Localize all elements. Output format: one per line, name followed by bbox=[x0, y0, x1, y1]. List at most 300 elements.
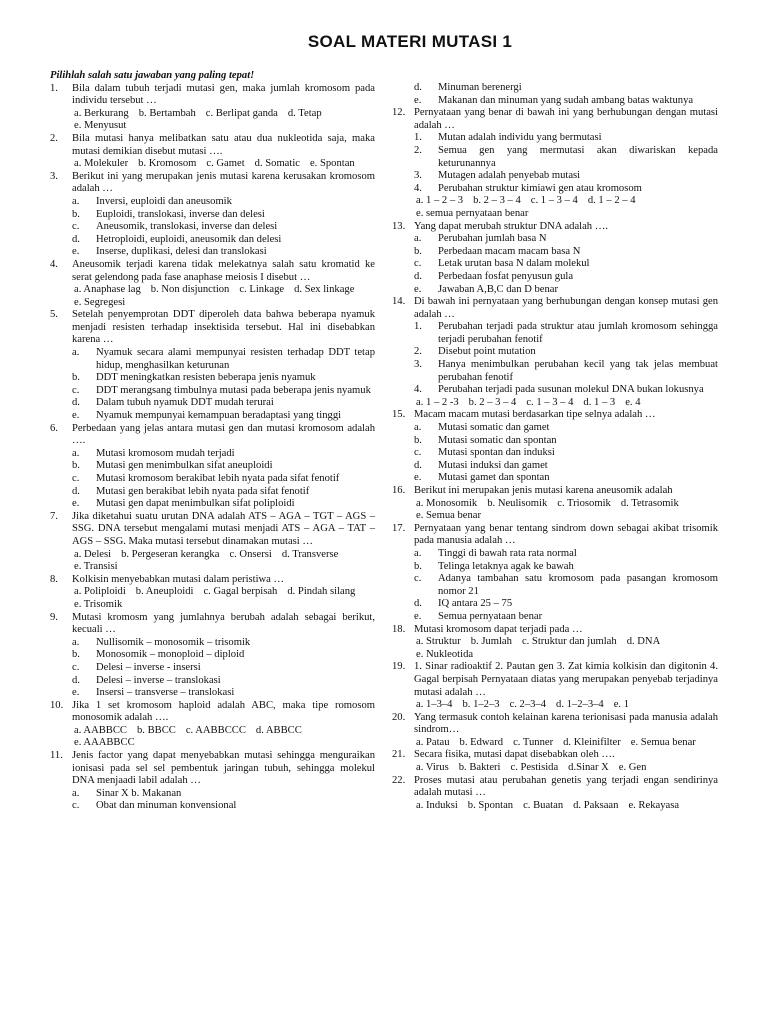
answer-option bbox=[72, 347, 375, 372]
question-body bbox=[72, 83, 375, 133]
inline-answer-options bbox=[72, 725, 375, 750]
question-item bbox=[50, 612, 375, 700]
question-item bbox=[392, 485, 718, 523]
inline-option: b. Pergeseran kerangka bbox=[121, 548, 220, 560]
option-text: Monosomik – monoploid – diploid bbox=[96, 649, 245, 661]
inline-option: b. Neulisomik bbox=[487, 497, 548, 509]
inline-option: d. Tetap bbox=[287, 107, 322, 119]
option-text: Semua gen yang mermutasi akan diwariskan kepada keturunannya bbox=[438, 144, 718, 169]
question-item bbox=[392, 221, 718, 297]
question-body bbox=[72, 511, 375, 574]
answer-option bbox=[72, 410, 375, 423]
answer-option bbox=[414, 384, 718, 397]
answer-option bbox=[72, 221, 375, 234]
option-letter: b. bbox=[72, 372, 80, 384]
question-number: 16. bbox=[392, 485, 406, 496]
question-number: 22. bbox=[392, 774, 406, 786]
question-item bbox=[392, 409, 718, 485]
option-text: Insersi – transverse – translokasi bbox=[96, 687, 235, 699]
answer-option bbox=[72, 498, 375, 511]
option-text: Dalam tubuh nyamuk DDT mudah terurai bbox=[96, 397, 274, 409]
answer-option bbox=[414, 346, 718, 359]
question-number: 14. bbox=[392, 296, 406, 308]
option-text: Semua pernyataan benar bbox=[438, 610, 543, 622]
option-letter: a. bbox=[414, 547, 422, 559]
option-letter: 3. bbox=[414, 359, 422, 371]
question-number: 21. bbox=[392, 749, 406, 761]
option-letter: a. bbox=[414, 233, 422, 245]
question-text: Perbedaan yang jelas antara mutasi gen dan mutasi kromosom adalah …. bbox=[72, 422, 375, 447]
question-item bbox=[392, 749, 718, 774]
inline-option: e. Nukleotida bbox=[416, 648, 474, 660]
option-text: Mutasi gen berakibat lebih nyata pada sifat fenotif bbox=[96, 485, 310, 497]
answer-option bbox=[414, 258, 718, 271]
option-text: Tinggi di bawah rata rata normal bbox=[438, 547, 577, 559]
answer-option bbox=[414, 271, 718, 284]
inline-option: b. Bertambah bbox=[138, 107, 196, 119]
answer-option bbox=[414, 233, 718, 246]
inline-option: a. Monosomik bbox=[416, 497, 478, 509]
question-body bbox=[72, 574, 375, 612]
inline-option: d. Tetrasomik bbox=[620, 497, 679, 509]
question-number: 1. bbox=[50, 82, 58, 94]
option-letter: c. bbox=[414, 573, 422, 585]
inline-option: b. BBCC bbox=[136, 724, 176, 736]
option-letter: b. bbox=[72, 208, 80, 220]
question-item bbox=[392, 661, 718, 711]
answer-option bbox=[414, 573, 718, 598]
inline-option: c. 1 – 3 – 4 bbox=[530, 195, 578, 207]
question-number: 10. bbox=[50, 699, 64, 711]
answer-option bbox=[414, 246, 718, 259]
question-text: Aneusomik terjadi karena tidak melekatnya salah satu kromatid ke serat gelendong pada fase anaphase meiosis I disebut … bbox=[72, 258, 375, 283]
question-item bbox=[50, 309, 375, 422]
option-text: IQ antara 25 – 75 bbox=[438, 598, 513, 610]
option-letter: e. bbox=[72, 410, 80, 422]
option-text: Mutagen adalah penyebab mutasi bbox=[438, 170, 581, 182]
question-item bbox=[392, 296, 718, 409]
question-body bbox=[414, 749, 718, 774]
question-item bbox=[50, 259, 375, 309]
question-body bbox=[414, 624, 718, 662]
inline-option: b. 2 – 3 – 4 bbox=[468, 396, 517, 408]
question-body bbox=[72, 612, 375, 700]
document-title: SOAL MATERI MUTASI 1 bbox=[307, 32, 513, 51]
option-text: Perbedaan fosfat penyusun gula bbox=[438, 270, 574, 282]
inline-option: a. 1 – 2 -3 bbox=[416, 396, 459, 408]
question-text: Setelah penyemprotan DDT diperoleh data bahwa beberapa nyamuk menjadi resisten terhadap insektisida tersebut. Hal ini disebabkan karena … bbox=[72, 309, 375, 346]
question-text: Jika diketahui suatu urutan DNA adalah ATS – AGA – TGT – AGS – SSG. DNA tersebut mengalami mutasi menjadi ATS – AGA – TAT – AGS – SSG. Maka mutasi tersebut dinamakan mutasi … bbox=[72, 510, 375, 547]
question-item bbox=[50, 700, 375, 750]
continued-options-body bbox=[392, 82, 718, 107]
inline-option: c. Buatan bbox=[523, 799, 564, 811]
inline-option: d. 1 – 2 – 4 bbox=[587, 195, 636, 207]
question-body bbox=[414, 296, 718, 409]
inline-option: d. Kleinifilter bbox=[563, 736, 621, 748]
option-letter: 1. bbox=[414, 321, 422, 333]
inline-option: a. 1–3–4 bbox=[416, 699, 453, 711]
question-text: Mutasi kromosom dapat terjadi pada … bbox=[414, 623, 583, 635]
inline-option: b. Jumlah bbox=[470, 636, 512, 648]
option-letter: b. bbox=[414, 245, 422, 257]
question-body bbox=[72, 750, 375, 813]
answer-option bbox=[72, 385, 375, 398]
answer-option bbox=[414, 132, 718, 145]
question-number: 4. bbox=[50, 258, 58, 270]
answer-option bbox=[414, 284, 718, 297]
question-item bbox=[50, 423, 375, 511]
question-item bbox=[392, 775, 718, 813]
question-item bbox=[50, 750, 375, 813]
option-text: Inserse, duplikasi, delesi dan translokasi bbox=[96, 246, 267, 258]
option-text: Sinar X b. Makanan bbox=[96, 787, 182, 799]
option-letter: e. bbox=[414, 610, 422, 622]
option-text: Mutasi kromosom berakibat lebih nyata pada sifat fenotif bbox=[96, 473, 340, 484]
answer-option bbox=[414, 95, 718, 108]
inline-answer-options bbox=[414, 800, 718, 813]
question-item bbox=[392, 523, 718, 624]
option-text: DDT merangsang timbulnya mutasi pada beberapa jenis nyamuk bbox=[96, 384, 371, 396]
answer-option bbox=[72, 800, 375, 813]
answer-option bbox=[414, 548, 718, 561]
answer-option bbox=[72, 448, 375, 461]
question-text: Mutasi kromosm yang jumlahnya berubah adalah sebagai berikut, kecuali … bbox=[72, 611, 375, 636]
question-number: 19. bbox=[392, 661, 406, 673]
question-item bbox=[392, 712, 718, 750]
inline-option: d. Paksaan bbox=[573, 799, 619, 811]
option-letter: e. bbox=[414, 283, 422, 295]
option-letter: b. bbox=[414, 560, 422, 572]
answer-option bbox=[72, 397, 375, 410]
question-number: 15. bbox=[392, 409, 406, 421]
inline-option: c. AABBCCC bbox=[185, 724, 246, 736]
option-letter: 3. bbox=[414, 170, 422, 182]
option-text: Inversi, euploidi dan aneusomik bbox=[96, 195, 232, 207]
answer-option bbox=[72, 662, 375, 675]
option-letter: c. bbox=[72, 800, 80, 812]
inline-answer-options bbox=[414, 762, 718, 775]
option-letter: b. bbox=[72, 460, 80, 472]
inline-option: b. Non disjunction bbox=[150, 284, 230, 296]
option-text: Hetroploidi, euploidi, aneusomik dan delesi bbox=[96, 233, 282, 245]
inline-option: d.Sinar X bbox=[568, 762, 609, 774]
question-item bbox=[50, 83, 375, 133]
inline-option: c. Tunner bbox=[513, 736, 554, 748]
inline-option: b. 1–2–3 bbox=[462, 699, 500, 711]
inline-option: c. Gamet bbox=[206, 158, 245, 170]
option-letter: d. bbox=[72, 485, 80, 497]
option-text: Hanya menimbulkan perubahan kecil yang tak jelas membuat perubahan fenotif bbox=[438, 359, 718, 383]
option-letter: c. bbox=[414, 447, 422, 459]
question-text: 1. Sinar radioaktif 2. Pautan gen 3. Zat kimia kolkisin dan digitonin 4. Gagal berpisah Pernyataan diatas yang merupakan penyebab terjadinya mutasi adalah … bbox=[414, 661, 718, 698]
inline-option: e. Spontan bbox=[309, 158, 355, 170]
inline-answer-options bbox=[72, 586, 375, 611]
option-text: Delesi – inverse – translokasi bbox=[96, 674, 221, 686]
question-body bbox=[414, 485, 718, 523]
option-text: Mutasi kromosom mudah terjadi bbox=[96, 447, 235, 459]
question-body bbox=[414, 775, 718, 813]
option-letter: a. bbox=[414, 422, 422, 434]
instruction-text: Pilihlah salah satu jawaban yang paling tepat! bbox=[50, 70, 255, 81]
answer-option bbox=[72, 649, 375, 662]
question-number: 6. bbox=[50, 422, 58, 434]
inline-option: e. 4 bbox=[625, 396, 641, 408]
inline-answer-options bbox=[72, 284, 375, 309]
question-body bbox=[72, 309, 375, 422]
option-text: Mutan adalah individu yang bermutasi bbox=[438, 132, 602, 144]
option-letter: a. bbox=[72, 447, 80, 459]
question-text: Bila mutasi hanya melibatkan satu atau dua nukleotida saja, maka mutasi demikian disebut mutasi …. bbox=[72, 132, 375, 157]
option-letter: e. bbox=[72, 498, 80, 510]
option-letter: b. bbox=[414, 434, 422, 446]
question-text: Pernyataan yang benar di bawah ini yang berhubungan dengan mutasi adalah … bbox=[414, 107, 718, 131]
option-text: Telinga letaknya agak ke bawah bbox=[438, 560, 574, 572]
answer-option bbox=[414, 183, 718, 196]
question-text: Macam macam mutasi berdasarkan tipe selnya adalah … bbox=[414, 409, 656, 421]
inline-answer-options bbox=[414, 498, 718, 523]
question-item bbox=[50, 133, 375, 171]
option-text: Mutasi gen dapat menimbulkan sifat poliploidi bbox=[96, 498, 295, 510]
continued-options bbox=[392, 82, 718, 107]
question-number: 18. bbox=[392, 623, 406, 635]
option-letter: c. bbox=[72, 661, 80, 673]
question-number: 8. bbox=[50, 573, 58, 585]
option-text: Letak urutan basa N dalam molekul bbox=[438, 258, 590, 270]
inline-option: e. Menyusut bbox=[74, 120, 127, 132]
option-text: Perubahan terjadi pada struktur atau jumlah kromosom sehingga terjadi perubahan fenotif bbox=[438, 321, 718, 345]
inline-option: c. Onsersi bbox=[229, 548, 272, 560]
inline-option: c. Triosomik bbox=[557, 497, 611, 509]
option-letter: c. bbox=[72, 473, 80, 484]
right-question-list bbox=[392, 107, 718, 812]
question-item bbox=[392, 624, 718, 662]
inline-option: a. 1 – 2 – 3 bbox=[416, 195, 464, 207]
inline-option: d. Somatic bbox=[254, 158, 300, 170]
question-number: 7. bbox=[50, 510, 58, 522]
option-letter: 1. bbox=[414, 132, 422, 144]
question-body bbox=[72, 133, 375, 171]
option-letter: e. bbox=[72, 687, 80, 699]
option-letter: c. bbox=[72, 384, 80, 396]
inline-answer-options bbox=[72, 158, 375, 171]
question-number: 11. bbox=[50, 750, 63, 762]
question-number: 17. bbox=[392, 522, 406, 534]
option-letter: 4. bbox=[414, 182, 422, 194]
question-text: Jika 1 set kromosom haploid adalah ABC, maka tipe romosom monosomik adalah …. bbox=[72, 699, 375, 724]
inline-option: b. 2 – 3 – 4 bbox=[473, 195, 521, 207]
left-column bbox=[50, 70, 375, 813]
left-question-list bbox=[50, 83, 375, 813]
inline-option: c. Struktur dan jumlah bbox=[521, 636, 617, 648]
inline-option: e. Semua benar bbox=[630, 736, 696, 748]
question-item bbox=[392, 107, 718, 220]
option-text: Nyamuk secara alami mempunyai resisten terhadap DDT tetap hidup, menghasilkan keturunan bbox=[96, 347, 375, 371]
question-body bbox=[72, 171, 375, 259]
inline-option: a. Berkurang bbox=[74, 107, 129, 119]
inline-option: b. Kromosom bbox=[138, 158, 197, 170]
answer-option bbox=[414, 472, 718, 485]
option-letter: 2. bbox=[414, 346, 422, 358]
option-letter: d. bbox=[72, 397, 80, 409]
option-letter: d. bbox=[414, 270, 422, 282]
question-number: 13. bbox=[392, 220, 406, 232]
inline-answer-options bbox=[72, 549, 375, 574]
inline-option: d. Transverse bbox=[281, 548, 339, 560]
inline-option: e. Rekayasa bbox=[628, 799, 680, 811]
option-text: Adanya tambahan satu kromosom pada pasangan kromosom nomor 21 bbox=[438, 573, 718, 597]
inline-option: a. Molekuler bbox=[74, 158, 129, 170]
option-letter: d. bbox=[414, 82, 422, 93]
question-text: Berikut ini merupakan jenis mutasi karena aneusomik adalah bbox=[414, 485, 673, 496]
inline-option: d. 1–2–3–4 bbox=[556, 699, 604, 711]
answer-option bbox=[414, 460, 718, 473]
right-column bbox=[392, 82, 718, 812]
option-text: Minuman berenergi bbox=[438, 82, 522, 93]
option-letter: e. bbox=[414, 94, 422, 106]
question-number: 12. bbox=[392, 107, 406, 119]
option-text: DDT meningkatkan resisten beberapa jenis nyamuk bbox=[96, 372, 316, 384]
option-letter: d. bbox=[72, 233, 80, 245]
question-text: Di bawah ini pernyataan yang berhubungan dengan konsep mutasi gen adalah … bbox=[414, 296, 718, 320]
inline-option: b. Spontan bbox=[467, 799, 514, 811]
inline-option: c. Gagal berpisah bbox=[203, 586, 278, 598]
inline-option: a. Patau bbox=[416, 736, 450, 748]
inline-option: d. ABBCC bbox=[255, 724, 302, 736]
option-letter: e. bbox=[72, 246, 80, 258]
answer-option bbox=[414, 447, 718, 460]
inline-option: d. 1 – 3 bbox=[583, 396, 616, 408]
inline-answer-options bbox=[414, 195, 718, 220]
option-text: Mutasi gen menimbulkan sifat aneuploidi bbox=[96, 460, 273, 472]
answer-option bbox=[72, 460, 375, 473]
option-letter: a. bbox=[72, 347, 80, 359]
question-body bbox=[72, 700, 375, 750]
option-letter: d. bbox=[72, 674, 80, 686]
inline-option: c. Pestisida bbox=[510, 762, 559, 774]
answer-option bbox=[414, 435, 718, 448]
answer-option bbox=[72, 675, 375, 688]
question-text: Pernyataan yang benar tentang sindrom down sebagai akibat trisomik pada manusia adalah … bbox=[414, 522, 718, 547]
question-text: Proses mutasi atau perubahan genetis yang terjadi engan sendirinya adalah mutasi … bbox=[414, 774, 718, 799]
inline-option: e. Segregesi bbox=[74, 296, 126, 308]
option-text: Mutasi induksi dan gamet bbox=[438, 459, 548, 471]
option-letter: c. bbox=[414, 258, 422, 270]
question-text: Yang termasuk contoh kelainan karena terionisasi pada manusia adalah sindrom… bbox=[414, 711, 718, 736]
inline-option: b. Aneuploidi bbox=[135, 586, 194, 598]
answer-option bbox=[414, 422, 718, 435]
option-letter: 4. bbox=[414, 384, 422, 396]
option-letter: 2. bbox=[414, 144, 422, 156]
option-text: Mutasi spontan dan induksi bbox=[438, 447, 555, 459]
answer-option bbox=[414, 598, 718, 611]
option-text: Perubahan terjadi pada susunan molekul DNA bukan lokusnya bbox=[438, 384, 704, 396]
answer-option bbox=[72, 209, 375, 222]
question-number: 9. bbox=[50, 611, 58, 623]
question-body bbox=[414, 107, 718, 220]
option-letter: a. bbox=[72, 787, 80, 799]
answer-option bbox=[72, 687, 375, 700]
question-text: Secara fisika, mutasi dapat disebabkan oleh …. bbox=[414, 749, 615, 761]
answer-option bbox=[414, 359, 718, 384]
option-letter: a. bbox=[72, 195, 80, 207]
question-item bbox=[50, 574, 375, 612]
option-text: Nyamuk mempunyai kemampuan beradaptasi yang tinggi bbox=[96, 410, 342, 422]
question-text: Bila dalam tubuh terjadi mutasi gen, maka jumlah kromosom pada individu tersebut … bbox=[72, 82, 375, 107]
inline-option: c. Linkage bbox=[239, 284, 285, 296]
answer-option bbox=[414, 145, 718, 170]
option-text: Aneusomik, translokasi, inverse dan delesi bbox=[96, 221, 278, 233]
inline-option: e. 1 bbox=[613, 699, 630, 711]
answer-option bbox=[72, 486, 375, 499]
inline-option: d. Pindah silang bbox=[287, 586, 356, 598]
answer-option bbox=[414, 561, 718, 574]
question-number: 3. bbox=[50, 170, 58, 182]
inline-option: b. Edward bbox=[459, 736, 504, 748]
answer-option bbox=[72, 637, 375, 650]
question-body bbox=[414, 712, 718, 750]
question-text: Jenis factor yang dapat menyebabkan mutasi sehingga menguraikan ionisasi pada sel sel pembentuk jaringan tubuh, sehingga molekul DNA menjaadi labil adalah … bbox=[72, 750, 375, 787]
inline-option: d. DNA bbox=[626, 636, 661, 648]
inline-answer-options bbox=[414, 397, 718, 410]
option-text: Perubahan jumlah basa N bbox=[438, 233, 547, 245]
answer-option bbox=[72, 372, 375, 385]
inline-option: a. AABBCC bbox=[74, 724, 127, 736]
question-number: 20. bbox=[392, 711, 406, 723]
inline-option: e. AAABBCC bbox=[74, 737, 135, 749]
answer-option bbox=[414, 170, 718, 183]
answer-option bbox=[72, 246, 375, 259]
question-body bbox=[72, 259, 375, 309]
option-text: Mutasi gamet dan spontan bbox=[438, 472, 550, 484]
inline-option: c. Berlipat ganda bbox=[205, 107, 278, 119]
option-text: Nullisomik – monosomik – trisomik bbox=[96, 636, 251, 648]
inline-option: e. Semua benar bbox=[416, 510, 482, 522]
inline-option: a. Anaphase lag bbox=[74, 284, 141, 296]
inline-answer-options bbox=[72, 108, 375, 133]
inline-option: c. 2–3–4 bbox=[509, 699, 547, 711]
question-body bbox=[414, 221, 718, 297]
answer-option bbox=[414, 82, 718, 95]
option-text: Jawaban A,B,C dan D benar bbox=[438, 283, 559, 295]
option-letter: c. bbox=[72, 221, 80, 233]
question-body bbox=[414, 661, 718, 711]
answer-option bbox=[72, 788, 375, 801]
option-text: Disebut point mutation bbox=[438, 346, 536, 358]
question-number: 2. bbox=[50, 132, 58, 144]
question-item bbox=[50, 171, 375, 259]
option-text: Mutasi somatic dan gamet bbox=[438, 422, 550, 434]
inline-answer-options bbox=[414, 699, 718, 712]
option-letter: a. bbox=[72, 636, 80, 648]
inline-option: e. semua pernyataan benar bbox=[416, 207, 529, 219]
inline-option: e. Trisomik bbox=[74, 598, 123, 610]
question-body bbox=[414, 523, 718, 624]
question-text: Yang dapat merubah struktur DNA adalah …. bbox=[414, 220, 608, 232]
answer-option bbox=[414, 321, 718, 346]
question-text: Kolkisin menyebabkan mutasi dalam peristiwa … bbox=[72, 573, 285, 585]
inline-option: a. Virus bbox=[416, 762, 449, 774]
inline-answer-options bbox=[414, 636, 718, 661]
inline-option: e. Transisi bbox=[74, 561, 118, 573]
answer-option bbox=[72, 234, 375, 247]
option-text: Mutasi somatic dan spontan bbox=[438, 434, 557, 446]
inline-option: a. Poliploidi bbox=[74, 586, 126, 598]
inline-option: c. 1 – 3 – 4 bbox=[526, 396, 574, 408]
option-text: Perubahan struktur kimiawi gen atau kromosom bbox=[438, 182, 642, 194]
answer-option bbox=[414, 611, 718, 624]
option-text: Delesi – inverse - insersi bbox=[96, 661, 201, 673]
question-body bbox=[72, 423, 375, 511]
